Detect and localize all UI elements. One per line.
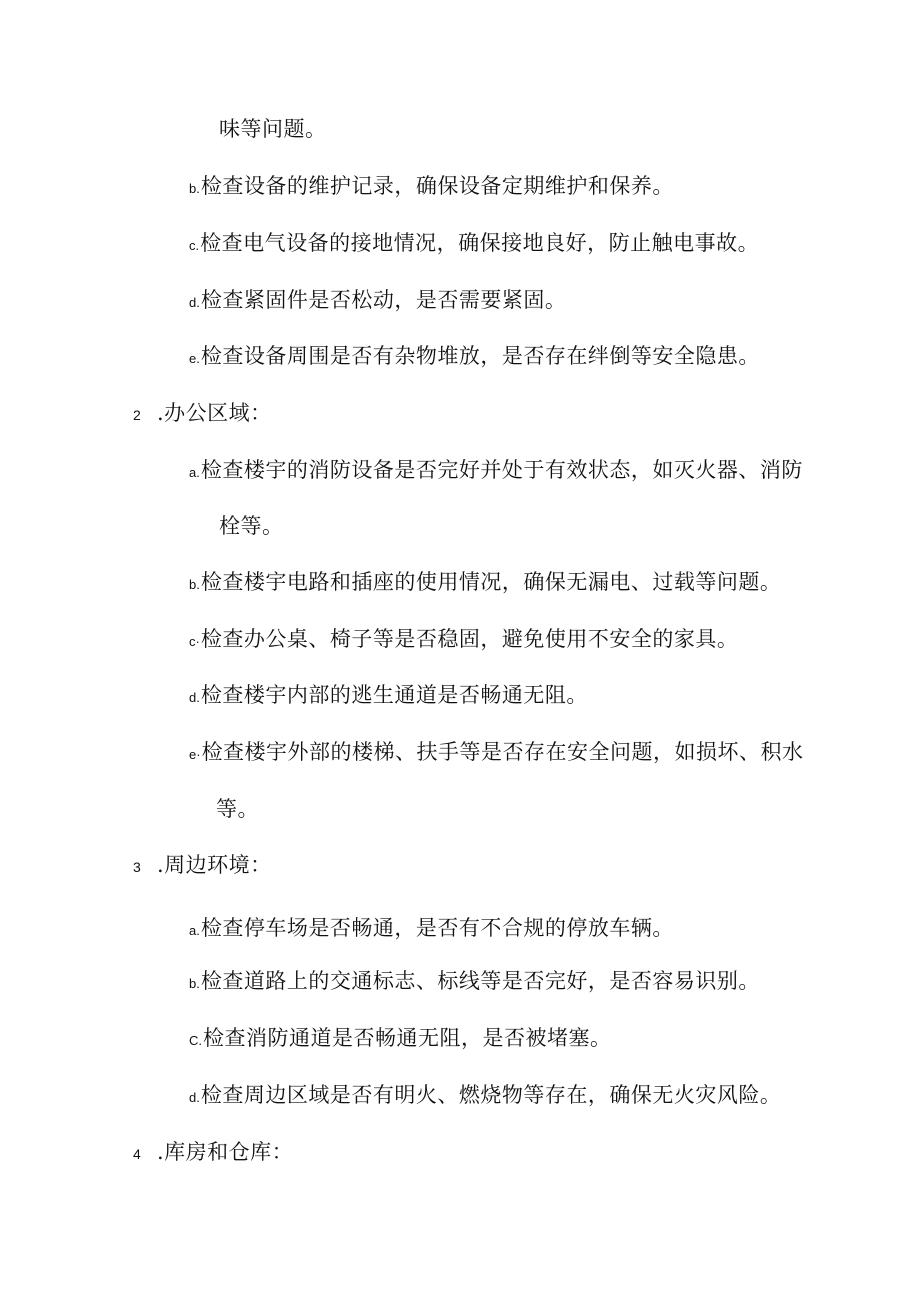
list-item-continuation: 栓等。 [219, 514, 284, 538]
list-item-text: 检查周边区域是否有明火、燃烧物等存在，确保无火灾风险。 [200, 1083, 782, 1107]
list-marker: d. [189, 295, 200, 310]
list-item-text: 检查紧固件是否松动，是否需要紧固。 [200, 288, 567, 312]
list-marker: e. [189, 351, 200, 366]
list-item-text: 检查楼宇内部的逃生通道是否畅通无阻。 [200, 683, 588, 707]
list-item-text: 检查设备的维护记录，确保设备定期维护和保养。 [200, 174, 674, 198]
section-title: .办公区域： [157, 401, 272, 425]
list-item [189, 456, 803, 487]
list-item-text: 检查停车场是否畅通，是否有不合规的停放车辆。 [200, 916, 674, 940]
list-item [189, 914, 674, 945]
list-marker: a. [189, 923, 200, 938]
section-number: 3 [133, 859, 141, 875]
list-item-continuation: 等。 [216, 797, 259, 821]
list-item [189, 342, 760, 373]
list-item [189, 1081, 781, 1112]
list-item-text: 检查楼宇的消防设备是否完好并处于有效状态，如灭火器、消防 [200, 458, 803, 482]
section-heading [133, 851, 272, 881]
section-heading [133, 399, 272, 429]
list-item [189, 1024, 612, 1055]
list-marker: e· [189, 747, 201, 762]
section-number: 4 [133, 1146, 141, 1162]
list-marker: C. [189, 1033, 202, 1048]
list-item [189, 172, 674, 203]
section-heading [133, 1138, 293, 1168]
list-marker: d. [189, 690, 200, 705]
list-item [189, 967, 760, 998]
list-item-text: 检查消防通道是否畅通无阻，是否被堵塞。 [203, 1026, 612, 1050]
list-item [189, 681, 588, 712]
list-marker: a. [189, 465, 200, 480]
list-item [189, 286, 566, 317]
list-item-text: 检查道路上的交通标志、标线等是否完好，是否容易识别。 [200, 969, 760, 993]
list-item [189, 738, 804, 769]
list-item-text: 检查办公桌、椅子等是否稳固，避免使用不安全的家具。 [200, 627, 739, 651]
list-item [189, 229, 759, 260]
list-marker: b. [189, 181, 200, 196]
list-marker: b. [189, 976, 200, 991]
list-marker: c. [189, 238, 200, 253]
list-item [189, 625, 738, 656]
list-marker: b. [189, 577, 200, 592]
list-marker: c· [189, 634, 200, 649]
list-item [189, 568, 781, 599]
list-item-text: 检查楼宇电路和插座的使用情况，确保无漏电、过载等问题。 [200, 570, 782, 594]
list-item-continuation: 味等问题。 [219, 117, 327, 141]
section-title: .库房和仓库： [157, 1140, 294, 1164]
list-marker: d. [189, 1090, 200, 1105]
list-item-text: 检查电气设备的接地情况，确保接地良好，防止触电事故。 [200, 231, 760, 255]
section-number: 2 [133, 407, 141, 423]
list-item-text: 检查楼宇外部的楼梯、扶手等是否存在安全问题，如损坏、积水 [201, 740, 804, 764]
section-title: .周边环境： [157, 853, 272, 877]
list-item-text: 检查设备周围是否有杂物堆放，是否存在绊倒等安全隐患。 [200, 344, 760, 368]
